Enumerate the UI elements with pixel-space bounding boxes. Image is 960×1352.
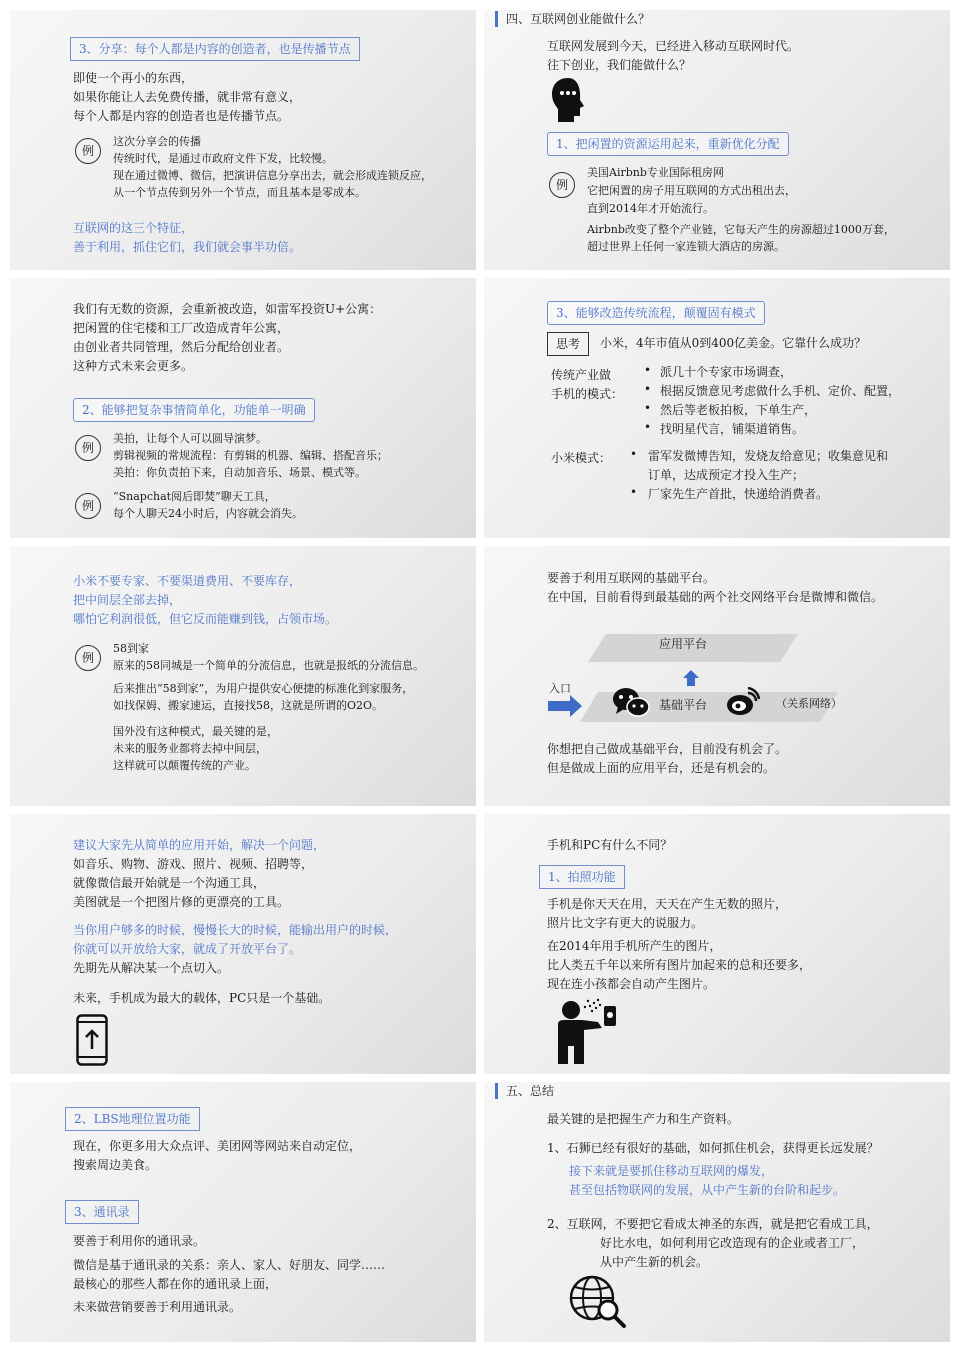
example-line: 后来推出“58到家”，为用户提供安心便捷的标准化到家服务，	[113, 682, 414, 695]
question-line: 1、石狮已经有很好的基础，如何抓住机会，获得更长远发展？	[547, 1141, 879, 1155]
heading-accent-bar	[495, 11, 498, 27]
highlight-line: 把中间层全部去掉，	[73, 593, 182, 607]
body-line: 微信是基于通讯录的关系：亲人、家人、好朋友、同学……	[73, 1258, 386, 1272]
body-line: 现在连小孩都会自动产生图片。	[547, 977, 716, 991]
xiaomi-label: 小米模式：	[551, 451, 612, 465]
highlight-line: 甚至包括物联网的发展，从中产生新的台阶和起步。	[569, 1183, 846, 1197]
intro-line: 互联网发展到今天，已经进入移动互联网时代。	[547, 39, 800, 53]
example-line: 从一个节点传到另外一个节点，而且基本是零成本。	[113, 186, 366, 199]
body-line: 美图就是一个把图片修的更漂亮的工具。	[73, 895, 290, 909]
traditional-label: 手机的模式：	[551, 387, 624, 401]
mobile-upload-icon	[76, 1014, 108, 1066]
slide-phone-vs-pc	[484, 814, 950, 1074]
slide-xiaomi-58	[10, 546, 476, 806]
section-box-camera: 1、拍照功能	[539, 865, 625, 889]
body-line: 如音乐、购物、游戏、照片、视频、招聘等，	[73, 857, 314, 871]
traditional-item: 找明星代言，铺渠道销售。	[660, 422, 805, 436]
example-badge: 例	[549, 172, 575, 198]
intro-line: 这种方式未来会更多。	[73, 359, 194, 373]
share-para-1: 即使一个再小的东西，	[73, 71, 194, 85]
slide-summary	[484, 1082, 950, 1342]
body-line: 先期先从解决某一个点切入。	[73, 961, 230, 975]
example-line: Airbnb改变了整个产业链，它每天产生的房源超过1000万套，	[587, 223, 895, 236]
section-box-lbs: 2、LBS地理位置功能	[65, 1107, 200, 1131]
body-line: 手机是你天天在用，天天在产生无数的照片，	[547, 897, 788, 911]
slide-transform	[484, 278, 950, 538]
body-line: 在2014年用手机所产生的图片，	[547, 939, 722, 953]
bullet-dot: •	[644, 382, 652, 396]
section-heading: 五、总结	[506, 1084, 555, 1098]
example-line: 每个人聊天24小时后，内容就会消失。	[113, 507, 303, 520]
slide-lbs-contacts	[10, 1082, 476, 1342]
slide-what-to-do	[484, 10, 950, 270]
bullet-dot: •	[644, 363, 652, 377]
bullet-dot: •	[630, 447, 638, 461]
intro-line: 要善于利用互联网的基础平台。	[547, 571, 716, 585]
traditional-item: 根据反馈意见考虑做什么手机、定价、配置，	[660, 384, 901, 398]
xiaomi-item: 雷军发微博告知，发烧友给意见；收集意见和	[648, 449, 889, 463]
body-line: 搜索周边美食。	[73, 1158, 158, 1172]
bullet-dot: •	[630, 485, 638, 499]
platform-diagram	[542, 626, 902, 726]
example-line: 美拍，让每个人可以圆导演梦。	[113, 432, 267, 445]
example-line: 现在通过微博、微信，把演讲信息分享出去，就会形成连锁反应，	[113, 169, 432, 182]
example-line: “Snapchat阅后即焚”聊天工具，	[113, 490, 276, 503]
example-line: 美拍：你负责拍下来，自动加音乐、场景、模式等。	[113, 466, 366, 479]
example-line: 国外没有这种模式，最关键的是，	[113, 725, 278, 738]
highlight-line: 善于利用，抓住它们，我们就会事半功倍。	[73, 240, 302, 254]
example-badge: 例	[75, 435, 101, 461]
traditional-label: 传统产业做	[551, 368, 612, 382]
highlight-line: 当你用户够多的时候，慢慢长大的时候，能输出用户的时候，	[73, 923, 398, 937]
conclusion-line: 你想把自己做成基础平台，目前没有机会了。	[547, 742, 788, 756]
highlight-line: 建议大家先从简单的应用开始，解决一个问题，	[73, 838, 326, 852]
section-box-simplify: 2、能够把复杂事情简单化，功能单一明确	[73, 398, 315, 422]
body-line: 比人类五千年以来所有图片加起来的总和还要多，	[547, 958, 812, 972]
example-badge: 例	[75, 645, 101, 671]
entry-label: 入口	[549, 682, 571, 695]
body-line: 未来做营销要善于利用通讯录。	[73, 1300, 242, 1314]
app-platform-label: 应用平台	[659, 637, 708, 651]
section-box-contacts: 3、通讯录	[65, 1200, 139, 1224]
intro-line: 在中国，目前看得到最基础的两个社交网络平台是微博和微信。	[547, 590, 884, 604]
thinking-head-icon	[550, 76, 586, 124]
highlight-line: 你就可以开放给大家，就成了开放平台了。	[73, 942, 302, 956]
slide-share	[10, 10, 476, 270]
wechat-icon	[612, 687, 650, 719]
conclusion-line: 但是做成上面的应用平台，还是有机会的。	[547, 761, 776, 775]
example-badge: 例	[75, 493, 101, 519]
question-line: 小米，4年市值从0到400亿美金。它靠什么成功？	[600, 336, 867, 350]
xiaomi-item: 订单，达成预定才投入生产；	[648, 468, 805, 482]
traditional-item: 然后等老板拍板，下单生产，	[660, 403, 817, 417]
summary-line: 最关键的是把握生产力和生产资料。	[547, 1112, 740, 1126]
highlight-line: 小米不要专家、不要渠道费用、不要库存，	[73, 574, 302, 588]
slide-start-simple	[10, 814, 476, 1074]
question-line: 从中产生新的机会。	[600, 1255, 709, 1269]
social-network-label: （关系网络）	[776, 697, 842, 710]
example-line: 原来的58同城是一个简单的分流信息，也就是报纸的分流信息。	[113, 659, 424, 672]
section-box-idle-resources: 1、把闲置的资源运用起来，重新优化分配	[547, 132, 789, 156]
section-box-share: 3、分享：每个人都是内容的创造者，也是传播节点	[70, 37, 360, 61]
slide-simplify	[10, 278, 476, 538]
heading-accent-bar	[495, 1083, 498, 1099]
example-line: 直到2014年才开始流行。	[587, 202, 714, 215]
globe-search-icon	[568, 1274, 628, 1330]
section-heading: 四、互联网创业能做什么？	[506, 12, 651, 26]
traditional-item: 派几十个专家市场调查，	[660, 365, 793, 379]
intro-line: 往下创业，我们能做什么？	[547, 58, 692, 72]
body-line: 就像微信最开始就是一个沟通工具，	[73, 876, 266, 890]
bullet-dot: •	[644, 401, 652, 415]
example-line: 剪辑视频的常规流程：有剪辑的机器、编辑、搭配音乐；	[113, 449, 388, 462]
share-para-2: 如果你能让人去免费传播，就非常有意义，	[73, 90, 302, 104]
example-line: 它把闲置的房子用互联网的方式出租出去，	[587, 184, 796, 197]
highlight-line: 接下来就是要抓住移动互联网的爆发，	[569, 1164, 774, 1178]
bullet-dot: •	[644, 420, 652, 434]
example-line: 58到家	[113, 642, 149, 655]
example-line: 美国Airbnb专业国际租房网	[587, 166, 724, 179]
body-line: 照片比文字有更大的说服力。	[547, 916, 704, 930]
example-line: 这次分享会的传播	[113, 135, 201, 148]
intro-line: 把闲置的住宅楼和工厂改造成青年公寓，	[73, 321, 290, 335]
question-line: 手机和PC有什么不同？	[547, 838, 673, 852]
person-photo-icon	[554, 996, 624, 1064]
share-para-3: 每个人都是内容的创造者也是传播节点。	[73, 109, 290, 123]
body-line: 最核心的那些人都在你的通讯录上面，	[73, 1277, 278, 1291]
highlight-line: 哪怕它利润很低，但它反而能赚到钱，占领市场。	[73, 612, 338, 626]
think-tag: 思考	[547, 332, 589, 356]
example-line: 如找保姆、搬家速运，直接找58，这就是所谓的O2O。	[113, 699, 384, 712]
base-platform-label: 基础平台	[659, 698, 708, 712]
highlight-line: 互联网的这三个特征，	[73, 221, 194, 235]
intro-line: 我们有无数的资源，会重新被改造，如雷军投资U+公寓：	[73, 302, 382, 316]
example-line: 传统时代，是通过市政府文件下发，比较慢。	[113, 152, 333, 165]
example-line: 未来的服务业都将去掉中间层，	[113, 742, 267, 755]
intro-line: 由创业者共同管理，然后分配给创业者。	[73, 340, 290, 354]
body-line: 未来，手机成为最大的载体，PC只是一个基础。	[73, 991, 331, 1005]
example-badge: 例	[75, 138, 101, 164]
weibo-icon	[726, 687, 760, 717]
body-line: 要善于利用你的通讯录。	[73, 1234, 206, 1248]
question-line: 好比水电，如何利用它改造现有的企业或者工厂，	[600, 1236, 865, 1250]
question-line: 2、互联网，不要把它看成太神圣的东西，就是把它看成工具，	[547, 1217, 879, 1231]
body-line: 现在，你更多用大众点评、美团网等网站来自动定位，	[73, 1139, 362, 1153]
example-line: 超过世界上任何一家连锁大酒店的房源。	[587, 240, 785, 253]
section-box-transform: 3、能够改造传统流程，颠覆固有模式	[547, 301, 765, 325]
example-line: 这样就可以颠覆传统的产业。	[113, 759, 256, 772]
xiaomi-item: 厂家先生产首批，快递给消费者。	[648, 487, 829, 501]
slide-platforms	[484, 546, 950, 806]
